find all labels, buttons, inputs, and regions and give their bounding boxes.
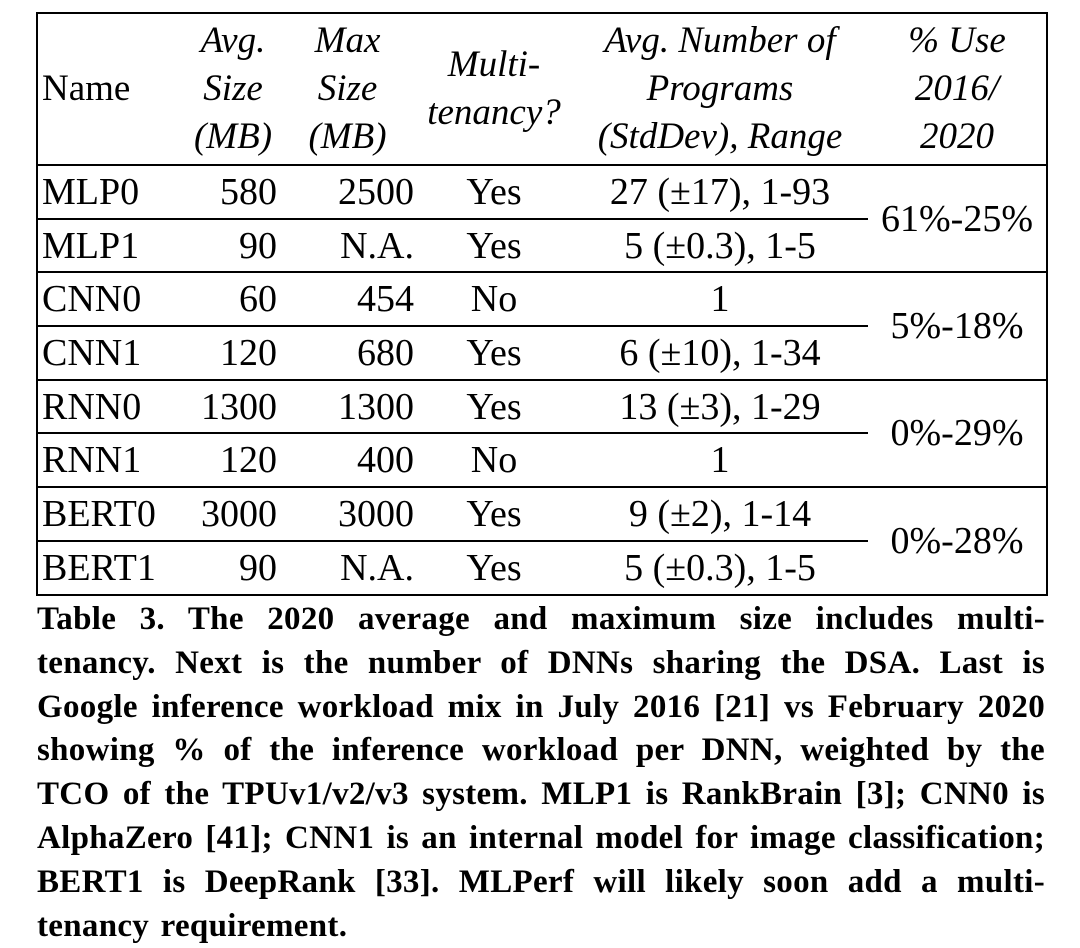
- cell-avg-size: 3000: [187, 487, 279, 541]
- table-caption: Table 3. The 2020 average and maximum size includes multi-tenancy. Next is the number of DNNs sharing the DSA. Last is Google inference workload mix in July 2016 [21] vs February 2020 showing % of the inference workload per DNN, weighted by the TCO of the TPUv1/v2/v3 system. MLP1 is RankBrain [3]; CNN0 is AlphaZero [41]; CNN1 is an internal model for image classification; BERT1 is DeepRank [33]. MLPerf will likely soon add a multi-tenancy requirement.: [37, 601, 1045, 944]
- dnn-workload-table: [36, 12, 1048, 596]
- cell-avg-size: 120: [187, 433, 279, 487]
- header-pct-use: [868, 13, 1047, 165]
- cell-avg-size: 60: [187, 272, 279, 326]
- header-multi-tenancy: [416, 13, 572, 165]
- cell-programs: 5 (±0.3), 1-5: [572, 541, 868, 595]
- header-avg-size-line1: Avg.: [200, 20, 266, 61]
- cell-name: MLP1: [37, 219, 187, 273]
- cell-multi-tenancy: Yes: [416, 326, 572, 380]
- cell-max-size: N.A.: [279, 219, 416, 273]
- cell-programs: 5 (±0.3), 1-5: [572, 219, 868, 273]
- cell-programs: 1: [572, 433, 868, 487]
- header-max-size-line2: Size: [317, 68, 378, 109]
- cell-avg-size: 90: [187, 541, 279, 595]
- cell-max-size: N.A.: [279, 541, 416, 595]
- header-name: Name: [42, 68, 131, 109]
- cell-multi-tenancy: Yes: [416, 165, 572, 219]
- header-max-size-line3: (MB): [308, 116, 387, 157]
- cell-programs: 1: [572, 272, 868, 326]
- cell-max-size: 454: [279, 272, 416, 326]
- header-max-size-line1: Max: [314, 20, 381, 61]
- cell-max-size: 3000: [279, 487, 416, 541]
- header-row: [37, 13, 1047, 165]
- cell-avg-size: 90: [187, 219, 279, 273]
- cell-pct-use-rnn: 0%-29%: [868, 380, 1047, 487]
- cell-pct-use-cnn: 5%-18%: [868, 272, 1047, 379]
- cell-pct-use-bert: 0%-28%: [868, 487, 1047, 594]
- cell-multi-tenancy: Yes: [416, 541, 572, 595]
- cell-multi-tenancy: Yes: [416, 380, 572, 434]
- header-pct-use-line3: 2020: [920, 116, 994, 157]
- table-row-mlp0: [37, 165, 1047, 219]
- cell-max-size: 680: [279, 326, 416, 380]
- header-avg-programs-line3: (StdDev), Range: [597, 116, 843, 157]
- cell-name: RNN1: [37, 433, 187, 487]
- cell-programs: 27 (±17), 1-93: [572, 165, 868, 219]
- cell-max-size: 1300: [279, 380, 416, 434]
- table-row-cnn0: [37, 272, 1047, 326]
- table-row-rnn0: [37, 380, 1047, 434]
- cell-avg-size: 580: [187, 165, 279, 219]
- cell-avg-size: 1300: [187, 380, 279, 434]
- cell-max-size: 2500: [279, 165, 416, 219]
- header-avg-size: [187, 13, 279, 165]
- header-avg-programs: [572, 13, 868, 165]
- header-pct-use-line2: 2016/: [914, 68, 1000, 109]
- cell-name: RNN0: [37, 380, 187, 434]
- cell-multi-tenancy: Yes: [416, 219, 572, 273]
- table-row-bert0: [37, 487, 1047, 541]
- header-multi-tenancy-line2: tenancy?: [427, 92, 561, 133]
- cell-pct-use-mlp: 61%-25%: [868, 165, 1047, 272]
- cell-max-size: 400: [279, 433, 416, 487]
- cell-multi-tenancy: Yes: [416, 487, 572, 541]
- header-avg-programs-line1: Avg. Number of: [604, 20, 836, 61]
- cell-name: MLP0: [37, 165, 187, 219]
- cell-name: CNN1: [37, 326, 187, 380]
- header-avg-programs-line2: Programs: [646, 68, 794, 109]
- header-avg-size-line3: (MB): [193, 116, 273, 157]
- cell-programs: 6 (±10), 1-34: [572, 326, 868, 380]
- header-pct-use-line1: % Use: [908, 20, 1006, 61]
- cell-programs: 9 (±2), 1-14: [572, 487, 868, 541]
- cell-name: CNN0: [37, 272, 187, 326]
- header-avg-size-line2: Size: [203, 68, 263, 109]
- header-max-size: [279, 13, 416, 165]
- header-multi-tenancy-line1: Multi-: [447, 44, 541, 85]
- cell-name: BERT0: [37, 487, 187, 541]
- cell-multi-tenancy: No: [416, 272, 572, 326]
- cell-programs: 13 (±3), 1-29: [572, 380, 868, 434]
- cell-multi-tenancy: No: [416, 433, 572, 487]
- cell-avg-size: 120: [187, 326, 279, 380]
- cell-name: BERT1: [37, 541, 187, 595]
